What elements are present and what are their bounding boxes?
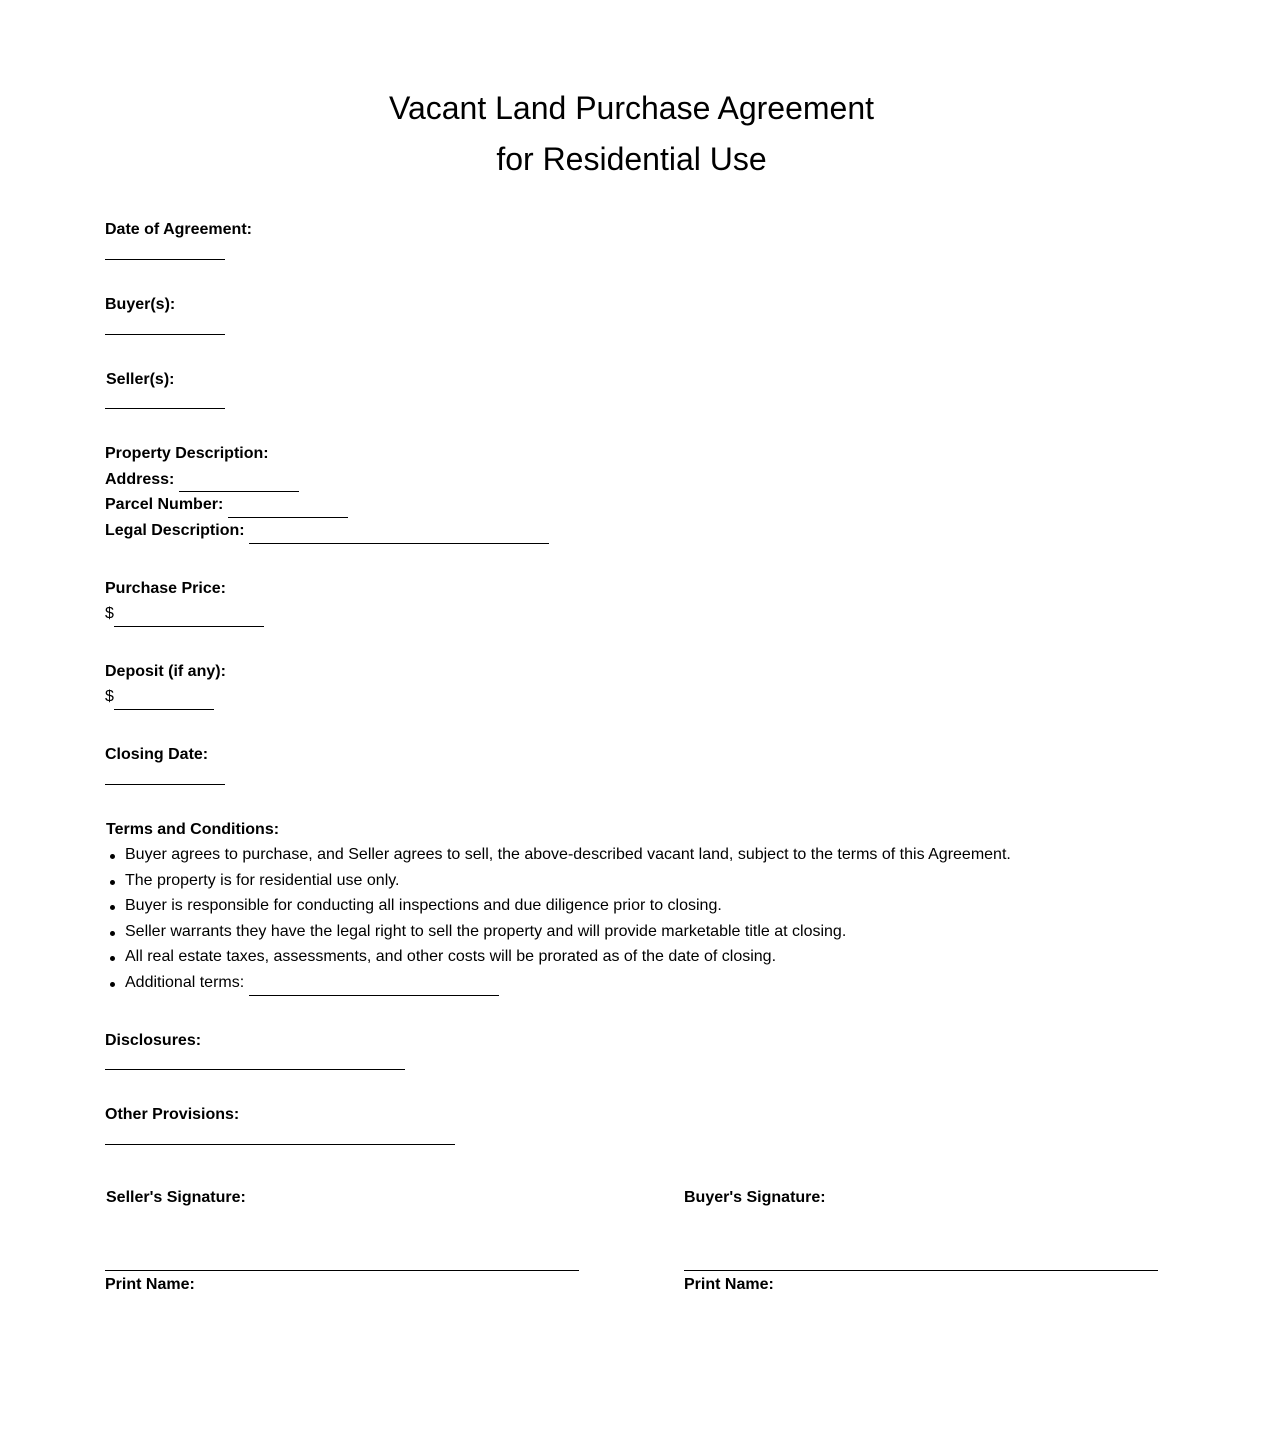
- property-description-label: Property Description:: [105, 445, 269, 462]
- bullet-icon: [110, 931, 115, 936]
- deposit-field[interactable]: [114, 709, 214, 710]
- disclosures-label: Disclosures:: [105, 1032, 202, 1049]
- bullet-icon: [110, 854, 115, 859]
- seller-signature-field[interactable]: [105, 1270, 579, 1271]
- purchase-price-currency: $: [105, 605, 114, 622]
- buyers-field[interactable]: [105, 334, 225, 335]
- buyer-print-name-label: Print Name:: [684, 1276, 774, 1293]
- legal-description-label: Legal Description:: [105, 522, 245, 539]
- terms-item: All real estate taxes, assessments, and other costs will be prorated as of the date of closing.: [125, 948, 777, 965]
- terms-item-additional: Additional terms:: [125, 974, 245, 991]
- buyers-label: Buyer(s):: [105, 296, 176, 313]
- seller-signature-label: Seller's Signature:: [106, 1189, 246, 1206]
- date-of-agreement-field[interactable]: [105, 259, 225, 260]
- buyer-signature-field[interactable]: [684, 1270, 1158, 1271]
- sellers-label: Seller(s):: [106, 371, 175, 388]
- other-provisions-field[interactable]: [105, 1144, 455, 1145]
- terms-item: Buyer agrees to purchase, and Seller agrees to sell, the above-described vacant land, subject to the terms of this Agreement.: [125, 846, 1011, 863]
- buyer-signature-label: Buyer's Signature:: [684, 1189, 826, 1206]
- bullet-icon: [110, 880, 115, 885]
- purchase-price-label: Purchase Price:: [105, 580, 226, 597]
- document-title-line-2: for Residential Use: [496, 141, 767, 177]
- parcel-number-field[interactable]: [228, 517, 348, 518]
- terms-item: The property is for residential use only.: [125, 872, 400, 889]
- address-label: Address:: [105, 471, 175, 488]
- closing-date-label: Closing Date:: [105, 746, 209, 763]
- deposit-currency: $: [105, 688, 114, 705]
- address-field[interactable]: [179, 491, 299, 492]
- bullet-icon: [110, 982, 115, 987]
- bullet-icon: [110, 905, 115, 910]
- seller-print-name-label: Print Name:: [105, 1276, 195, 1293]
- deposit-label: Deposit (if any):: [105, 663, 226, 680]
- terms-item: Seller warrants they have the legal right to sell the property and will provide marketable title at closing.: [125, 923, 847, 940]
- terms-item: Buyer is responsible for conducting all inspections and due diligence prior to closing.: [125, 897, 722, 914]
- bullet-icon: [110, 956, 115, 961]
- additional-terms-field[interactable]: [249, 995, 499, 996]
- purchase-price-field[interactable]: [114, 626, 264, 627]
- sellers-field[interactable]: [105, 408, 225, 409]
- document-title-line-1: Vacant Land Purchase Agreement: [388, 90, 875, 126]
- other-provisions-label: Other Provisions:: [105, 1106, 240, 1123]
- disclosures-field[interactable]: [105, 1069, 405, 1070]
- terms-heading: Terms and Conditions:: [106, 821, 280, 838]
- legal-description-field[interactable]: [249, 543, 549, 544]
- date-of-agreement-label: Date of Agreement:: [105, 221, 252, 238]
- parcel-number-label: Parcel Number:: [105, 496, 224, 513]
- closing-date-field[interactable]: [105, 784, 225, 785]
